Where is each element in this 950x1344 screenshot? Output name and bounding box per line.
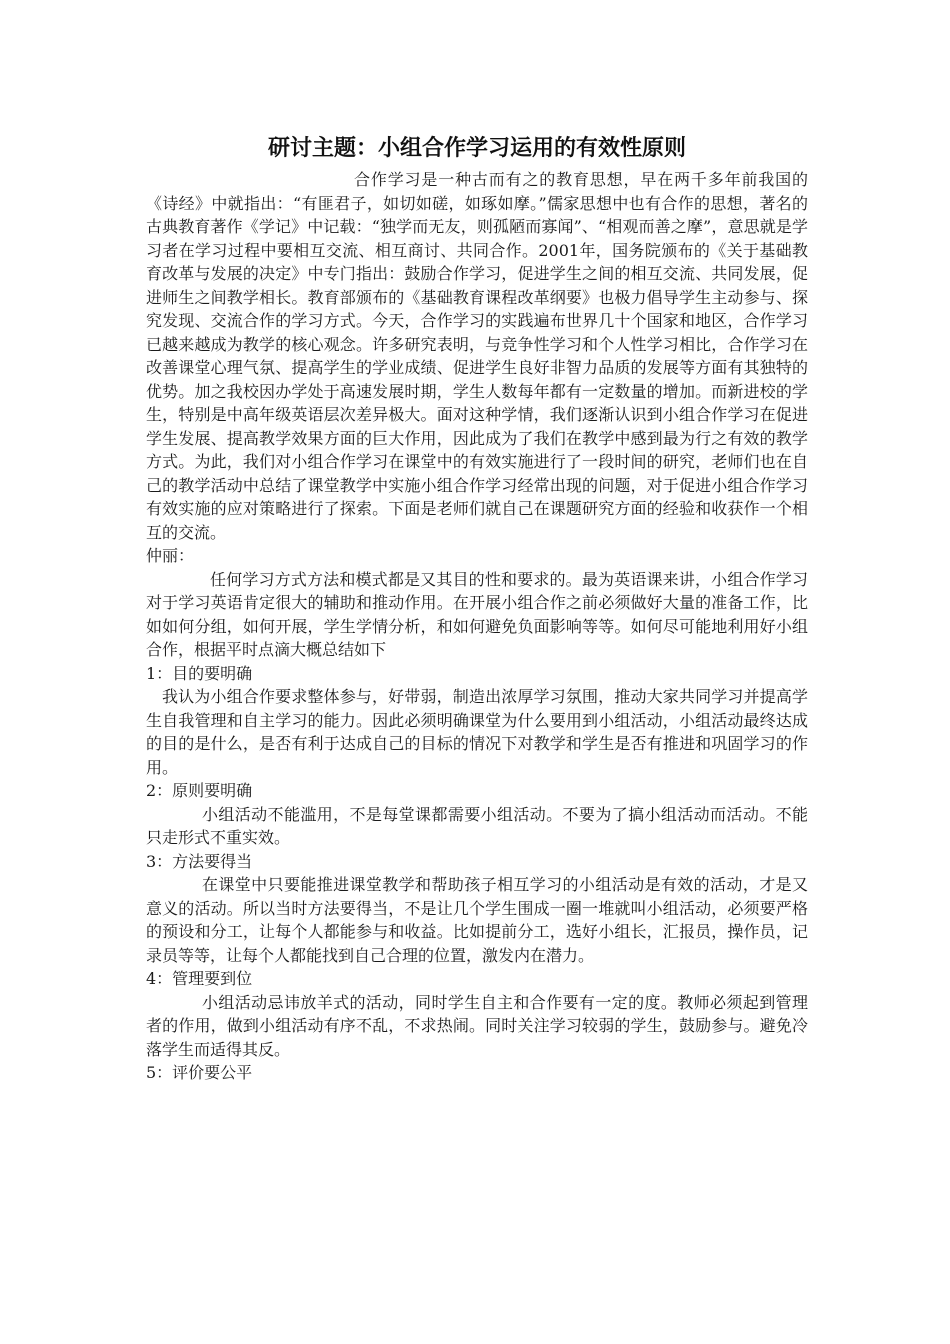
section-heading-3: 3：方法要得当	[146, 851, 253, 871]
section-heading-4: 4：管理要到位	[146, 969, 253, 988]
speaker-intro-paragraph: 任何学习方式方法和模式都是又其目的性和要求的。最为英语课来讲，小组合作学习对于学习英语肯定很大的辅助和推动作用。在开展小组合作之前必须做好大量的准备工作，比如如何分组，如何开展，学生学情分析，和如何避免负面影响等等。如何尽可能地利用好小组合作，根据平时点滴大概总结如下	[146, 569, 808, 659]
speaker-name: 仲丽：	[146, 546, 195, 565]
document-content	[146, 132, 808, 1085]
document-title: 研讨主题：小组合作学习运用的有效性原则	[267, 136, 686, 161]
section-body-1: 我认为小组合作要求整体参与，好带弱，制造出浓厚学习氛围，推动大家共同学习并提高学生自我管理和自主学习的能力。因此必须明确课堂为什么要用到小组活动，小组活动最终达成的目的是什么，是否有利于达成自己的目标的情况下对教学和学生是否有推进和巩固学习的作用。	[146, 687, 808, 777]
section-heading-2: 2：原则要明确	[146, 781, 253, 800]
section-heading-1: 1：目的要明确	[146, 663, 253, 683]
section-body-4: 小组活动忌讳放羊式的活动，同时学生自主和合作要有一定的度。教师必须起到管理者的作用，做到小组活动有序不乱，不求热闹。同时关注学习较弱的学生，鼓励参与。避免冷落学生而适得其反。	[146, 992, 808, 1059]
intro-paragraph: 合作学习是一种古而有之的教育思想，早在两千多年前我国的《诗经》中就指出：“有匪君子，如切如磋，如琢如摩。”儒家思想中也有合作的思想，著名的古典教育著作《学记》中记载：“独学而无友，则孤陋而寡闻”、“相观而善之摩”，意思就是学习者在学习过程中要相互交流、相互商讨、共同合作。2001年，国务院颁布的《关于基础教育改革与发展的决定》中专门指出：鼓励合作学习，促进学生之间的相互交流、共同发展，促进师生之间教学相长。教育部颁布的《基础教育课程改革纲要》也极力倡导学生主动参与、探究发现、交流合作的学习方式。今天，合作学习的实践遍布世界几十个国家和地区，合作学习已越来越成为教学的核心观念。许多研究表明，与竞争性学习和个人性学习相比，合作学习在改善课堂心理气氛、提高学生的学业成绩、促进学生良好非智力品质的发展等方面有其独特的优势。加之我校因办学处于高速发展时期，学生人数每年都有一定数量的增加。而新进校的学生，特别是中高年级英语层次差异极大。面对这种学情，我们逐渐认识到小组合作学习在促进学生发展、提高教学效果方面的巨大作用，因此成为了我们在教学中感到最为行之有效的教学方式。为此，我们对小组合作学习在课堂中的有效实施进行了一段时间的研究，老师们也在自己的教学活动中总结了课堂教学中实施小组合作学习经常出现的问题，对于促进小组合作学习有效实施的应对策略进行了探索。下面是老师们就自己在课题研究方面的经验和收获作一个相互的交流。	[146, 170, 808, 542]
section-body-3: 在课堂中只要能推进课堂教学和帮助孩子相互学习的小组活动是有效的活动，才是又意义的活动。所以当时方法要得当，不是让几个学生围成一圈一堆就叫小组活动，必须要严格的预设和分工，让每个人都能参与和收益。比如提前分工，选好小组长，汇报员，操作员，记录员等等，让每个人都能找到自己合理的位置，激发内在潜力。	[146, 875, 808, 965]
section-heading-5: 5：评价要公平	[146, 1063, 253, 1082]
section-body-2: 小组活动不能滥用，不是每堂课都需要小组活动。不要为了搞小组活动而活动。不能只走形式不重实效。	[146, 804, 808, 847]
